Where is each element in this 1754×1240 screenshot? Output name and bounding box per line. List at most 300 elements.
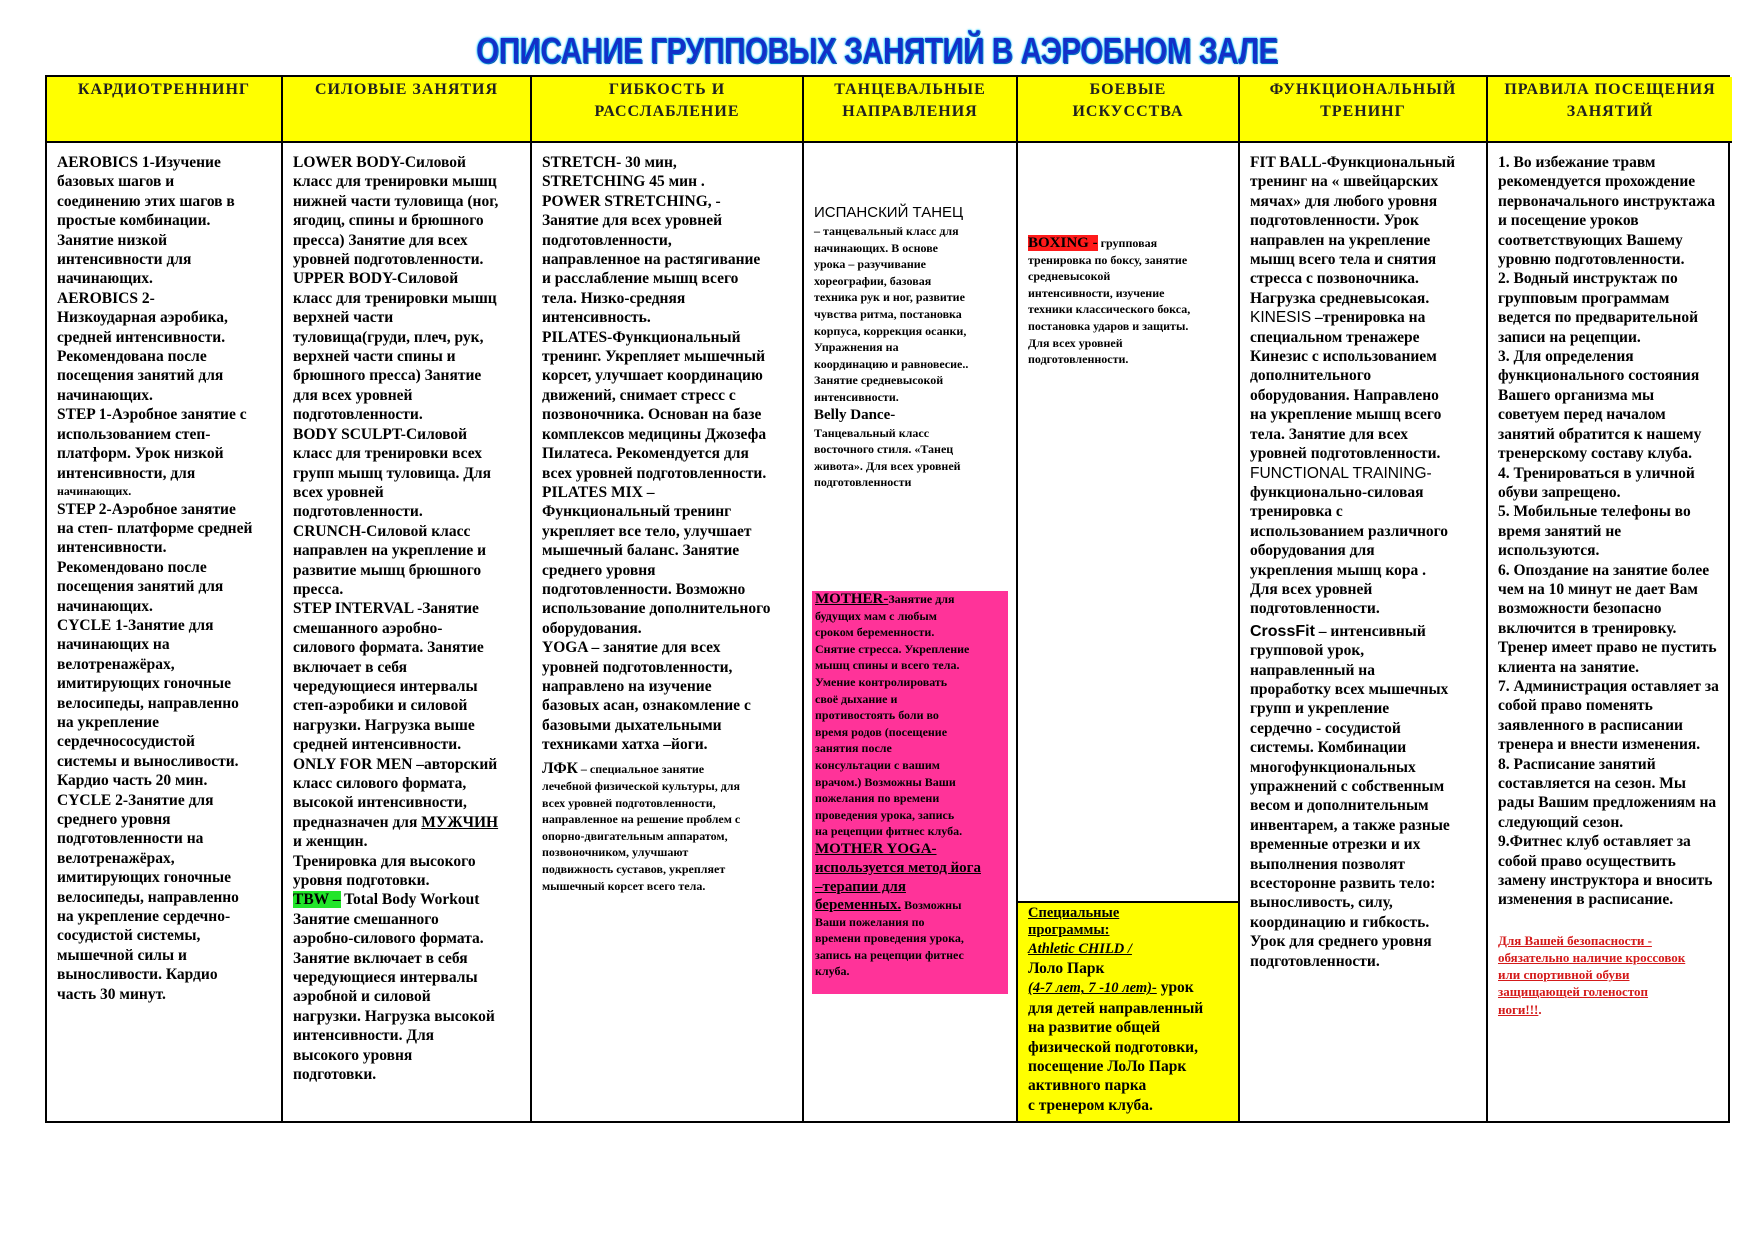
column-functional bbox=[1240, 77, 1488, 1121]
text-line: врачом.) Возможны Ваши bbox=[815, 774, 956, 789]
text-line: Снятие стресса. Укрепление bbox=[815, 641, 970, 656]
text-line: мышечный корсет всего тела. bbox=[542, 878, 706, 893]
crossfit-title: CrossFit bbox=[1250, 622, 1315, 640]
text-line: весом и дополнительным bbox=[1250, 797, 1429, 815]
text-line: чередующиеся интервалы bbox=[293, 969, 478, 987]
header-martial-arts bbox=[1018, 77, 1238, 143]
text-line: консультации с вашим bbox=[815, 757, 940, 772]
column-strength bbox=[283, 77, 532, 1121]
text-line: средней интенсивности. bbox=[293, 736, 462, 754]
text-line: CYCLE 1-Занятие для bbox=[57, 616, 214, 634]
header-rules bbox=[1488, 77, 1732, 143]
text-line: STEP 2-Аэробное занятие bbox=[57, 500, 236, 518]
header-line: ПРАВИЛА ПОСЕЩЕНИЯ bbox=[1504, 81, 1716, 98]
text-line: составляется на сезон. Мы bbox=[1498, 775, 1686, 792]
text-line: класс для тренировки всех bbox=[293, 445, 483, 463]
functional-training-title: FUNCTIONAL TRAINING- bbox=[1250, 464, 1432, 482]
text-line: YOGA – занятие для всех bbox=[542, 639, 721, 657]
text-line: подготовленности. Урок bbox=[1250, 212, 1419, 230]
text-line: Для Вашей безопасности - bbox=[1498, 932, 1652, 948]
text-line: или спортивной обуви bbox=[1498, 967, 1630, 983]
text-line: тренировка по боксу, занятие bbox=[1028, 252, 1188, 267]
boxing-tag: BOXING - bbox=[1028, 235, 1098, 251]
header-line: ЗАНЯТИЙ bbox=[1566, 103, 1654, 120]
text-line: туловища(груди, плеч, рук, bbox=[293, 328, 484, 346]
text-line: силового формата. Занятие bbox=[293, 639, 484, 657]
text-line: AEROBICS 2- bbox=[57, 289, 155, 307]
column-dance bbox=[804, 77, 1018, 1121]
header-line: ГИБКОСТЬ И bbox=[608, 81, 726, 98]
text-line: LOWER BODY-Силовой bbox=[293, 154, 466, 171]
text-line: групп и укрепление bbox=[1250, 700, 1390, 718]
text-line: PILATES MIX – bbox=[542, 483, 655, 501]
header-cardio bbox=[47, 77, 281, 143]
text-line: выносливость, силу, bbox=[1250, 894, 1393, 912]
text-line: подготовленности. Возможно bbox=[542, 580, 746, 598]
text-line: тренерскому составу клуба. bbox=[1498, 445, 1693, 463]
text-line: мышечной силы и bbox=[57, 946, 187, 964]
text-line: верхней части bbox=[293, 309, 394, 327]
text-line: групп мышц туловища. Для bbox=[293, 464, 491, 482]
spanish-title: ИСПАНСКИЙ ТАНЕЦ bbox=[814, 204, 964, 221]
text-line: тренера и внести изменения. bbox=[1498, 736, 1701, 754]
text-line: Нагрузка средневысокая. bbox=[1250, 289, 1430, 307]
schedule-table bbox=[45, 75, 1730, 1123]
text-line: на степ- платформе средней bbox=[57, 519, 253, 537]
text-line: брюшного пресса) Занятие bbox=[293, 367, 482, 385]
text-line: на укрепление мышц всего bbox=[1250, 406, 1442, 424]
text-line: урока – разучивание bbox=[814, 257, 926, 272]
text-line: Для всех уровней bbox=[1250, 580, 1373, 598]
text-line: тела. Занятие для всех bbox=[1250, 425, 1408, 443]
text-line: высокой интенсивности, bbox=[293, 794, 467, 812]
text-line: ведется по предварительной bbox=[1498, 309, 1699, 327]
text-line: направлен на укрепление и bbox=[293, 542, 487, 560]
lfk-title: ЛФК bbox=[542, 759, 578, 777]
text-line: временные отрезки и их bbox=[1250, 836, 1421, 854]
text-line: нагрузки. Нагрузка выше bbox=[293, 716, 475, 734]
text-line: для всех уровней bbox=[293, 386, 413, 404]
text-line: AEROBICS 1-Изучение bbox=[57, 154, 221, 171]
text-line: функционально-силовая bbox=[1250, 483, 1424, 501]
text-line: движений, снимает стресс с bbox=[542, 386, 736, 404]
text-line: направленный на bbox=[1250, 661, 1375, 679]
text-line: время занятий не bbox=[1498, 522, 1622, 540]
text-line: Занятие низкой bbox=[57, 231, 168, 249]
text-line: Рекомендована после bbox=[57, 348, 207, 366]
text-line: советуем перед началом bbox=[1498, 406, 1666, 424]
text-line: платформ. Урок низкой bbox=[57, 445, 224, 463]
text-line: BODY SCULPT-Силовой bbox=[293, 425, 468, 443]
header-strength bbox=[283, 77, 530, 143]
text-line: проведения урока, запись bbox=[815, 807, 955, 822]
text-line: подготовленности на bbox=[57, 830, 204, 848]
text-line: класс для тренировки мышц bbox=[293, 173, 497, 191]
text-line: сердечно - сосудистой bbox=[1250, 719, 1401, 737]
text-line: дополнительного bbox=[1250, 367, 1372, 385]
men-word: МУЖЧИН bbox=[421, 813, 499, 831]
text-line: корпуса, коррекция осанки, bbox=[814, 323, 967, 338]
text-line: смешанного аэробно- bbox=[293, 619, 443, 637]
header-line: КАРДИОТРЕННИНГ bbox=[77, 81, 251, 98]
text-line: аэробной и силовой bbox=[293, 988, 431, 1006]
text-line: собой право осуществить bbox=[1498, 852, 1676, 870]
belly-title: Belly Dance- bbox=[814, 406, 896, 423]
text-line: интенсивность. bbox=[542, 309, 651, 327]
text-line: заявленного в расписании bbox=[1498, 716, 1683, 734]
text-line: мышц спины и всего тела. bbox=[815, 658, 960, 673]
text-line: среднего уровня bbox=[57, 811, 171, 828]
text-line: укрепляет все тело, улучшает bbox=[542, 522, 752, 540]
text-line: имитирующих гоночные bbox=[57, 869, 231, 887]
text-line: STEP INTERVAL -Занятие bbox=[293, 600, 479, 618]
text-line: интенсивности. bbox=[814, 389, 899, 404]
text-line: оборудования для bbox=[1250, 542, 1375, 560]
text-line: простые комбинации. bbox=[57, 212, 211, 230]
text-line: Для всех уровней bbox=[1028, 335, 1123, 350]
text-line: время родов (посещение bbox=[815, 724, 948, 739]
header-flexibility bbox=[532, 77, 802, 143]
text-line: координацию и гибкость. bbox=[1250, 913, 1430, 931]
text-line: уровней подготовленности. bbox=[293, 251, 484, 269]
text-line: использование дополнительного bbox=[542, 600, 771, 618]
special-programs-text: Специальные программы: Athletic CHILD / Лоло Парк (4-7 лет, 7 -10 лет)- урок для детей направленный на развитие общей физической подготовки, посещение ЛоЛо Парк активного парка с тренером клуба. bbox=[1028, 905, 1230, 1115]
text-line: STRETCHING 45 мин . bbox=[542, 173, 705, 191]
flex-text bbox=[542, 153, 794, 894]
text-line: на рецепции фитнес клуба. bbox=[815, 824, 963, 839]
text-line: PILATES-Функциональный bbox=[542, 328, 741, 346]
text-line: на укрепление bbox=[57, 713, 159, 731]
text-line: на развитие общей bbox=[1028, 1019, 1161, 1037]
header-line: ТРЕНИНГ bbox=[1320, 103, 1406, 120]
text-line: направленное на решение проблем с bbox=[542, 812, 741, 827]
text-line: направлен на укрепление bbox=[1250, 231, 1431, 249]
text-line: подготовленности. bbox=[1250, 952, 1380, 970]
text-line: и женщин. bbox=[293, 833, 368, 851]
yoga-last-title: беременных. bbox=[815, 896, 902, 913]
header-line: ИСКУССТВА bbox=[1072, 103, 1184, 120]
text-line: Занятие смешанного bbox=[293, 910, 439, 928]
text-line: MOTHER YOGA- bbox=[815, 840, 937, 857]
text-line: корсет, улучшает координацию bbox=[542, 367, 763, 385]
mother-program-box bbox=[812, 591, 1008, 994]
text-line: Пилатеса. Рекомендуется для bbox=[542, 445, 749, 463]
text-line: 4. Тренироваться в уличной bbox=[1498, 464, 1695, 482]
text-line: начинающих. bbox=[57, 270, 153, 288]
text-line: записи на рецепции. bbox=[1498, 328, 1641, 346]
text-line: Танцевальный класс bbox=[814, 425, 930, 440]
text-line: Занятие для всех уровней bbox=[542, 212, 723, 230]
text-line: средней интенсивности. bbox=[57, 328, 226, 346]
text-line: Вашего организма мы bbox=[1498, 386, 1655, 404]
text-line: Тренировка для высокого bbox=[293, 852, 476, 870]
text-line: верхней части спины и bbox=[293, 348, 456, 366]
text-line: –терапии для bbox=[815, 878, 906, 895]
text-line: Функциональный тренинг bbox=[542, 503, 732, 521]
text-line: стресса с позвоночника. bbox=[1250, 270, 1419, 288]
cardio-text bbox=[57, 153, 273, 1004]
text-line: включает в себя bbox=[293, 658, 408, 676]
text-line: первоначального инструктажа bbox=[1498, 192, 1716, 210]
special-programs-box bbox=[1018, 901, 1238, 1121]
text-line: интенсивности. Для bbox=[293, 1027, 435, 1045]
text-line: и посещение уроков bbox=[1498, 212, 1639, 230]
text-line: ноги!!!. bbox=[1498, 1001, 1542, 1017]
text-line: возможности безопасно bbox=[1498, 600, 1662, 618]
text-line: программы: bbox=[1028, 922, 1110, 938]
text-line: всех уровней bbox=[293, 483, 384, 501]
column-rules bbox=[1488, 77, 1732, 1121]
athletic-child: Athletic CHILD / bbox=[1028, 941, 1132, 957]
text-line: пожелания по времени bbox=[815, 791, 940, 806]
lfk-first-line: ЛФК – специальное занятие bbox=[542, 759, 705, 777]
text-line: укрепления мышц кора . bbox=[1250, 561, 1426, 579]
text-line: техники классического бокса, bbox=[1028, 302, 1191, 317]
text-line: имитирующих гоночные bbox=[57, 675, 231, 693]
text-line: подготовленности. bbox=[293, 503, 423, 521]
text-line: лечебной физической культуры, для bbox=[542, 779, 741, 793]
text-line: интенсивности, для bbox=[57, 464, 196, 482]
text-line: рады Вашим предложениям на bbox=[1498, 794, 1717, 812]
text-line: начинающих. В основе bbox=[814, 240, 938, 255]
text-line: многофункциональных bbox=[1250, 758, 1416, 776]
text-line: CYCLE 2-Занятие для bbox=[57, 791, 214, 809]
text-line: интенсивности для bbox=[57, 251, 192, 269]
text-line: ягодиц, спины и брюшного bbox=[293, 212, 484, 230]
text-line: использованием степ- bbox=[57, 425, 211, 443]
tbw-tag: TBW – bbox=[293, 891, 341, 909]
column-cardio bbox=[47, 77, 283, 1121]
text-line: уровней подготовленности, bbox=[542, 658, 733, 676]
text-line: клиента на занятие. bbox=[1498, 658, 1639, 676]
text-line: тренинг на « швейцарских bbox=[1250, 173, 1439, 191]
text-line: – танцевальный класс для bbox=[814, 224, 959, 238]
text-line: инвентарем, а также разные bbox=[1250, 816, 1450, 834]
text-line: направленное на растягивание bbox=[542, 251, 761, 269]
text-line: соответствующих Вашему bbox=[1498, 231, 1683, 249]
text-line: замену инструктора и вносить bbox=[1498, 872, 1713, 890]
text-line: всесторонне развить тело: bbox=[1250, 875, 1436, 893]
text-line: уровня подготовки. bbox=[293, 872, 430, 890]
text-line: обязательно наличие кроссовок bbox=[1498, 950, 1686, 966]
text-line: Занятие средневысокой bbox=[814, 373, 944, 388]
text-line: постановка ударов и защиты. bbox=[1028, 318, 1189, 333]
text-line: сроком беременности. bbox=[815, 625, 935, 640]
text-line: защищающей голеностоп bbox=[1498, 984, 1649, 1000]
text-line: мячах» для любого уровня bbox=[1250, 192, 1438, 210]
text-line: развитие мышц брюшного bbox=[293, 561, 482, 579]
text-line: POWER STRETCHING, - bbox=[542, 192, 721, 210]
text-line: используются. bbox=[1498, 542, 1600, 560]
text-line: ONLY FOR MEN –авторский bbox=[293, 755, 498, 773]
text-line: CRUNCH-Силовой класс bbox=[293, 522, 471, 540]
text-line: оборудования. Направлено bbox=[1250, 386, 1439, 404]
text-line: Умение контролировать bbox=[815, 674, 948, 689]
text-line: FIT BALL-Функциональный bbox=[1250, 154, 1456, 171]
text-line: упражнений с собственным bbox=[1250, 778, 1445, 795]
text-line: функционального состояния bbox=[1498, 367, 1700, 385]
text-line: обуви запрещено. bbox=[1498, 483, 1621, 501]
text-line: всех уровней подготовленности. bbox=[542, 464, 767, 482]
text-line: базовыми дыхательными bbox=[542, 716, 722, 734]
kinesis-title: KINESIS bbox=[1250, 309, 1312, 327]
text-line: 6. Опоздание на занятие более bbox=[1498, 561, 1710, 579]
text-line: живота». Для всех уровней bbox=[814, 458, 961, 473]
text-line: Ваши пожелания по bbox=[815, 914, 925, 929]
text-line: техника рук и ног, развитие bbox=[814, 290, 965, 305]
cardio-small-line: начинающих. bbox=[57, 483, 132, 498]
header-line: ТАНЦЕВАЛЬНЫЕ bbox=[834, 81, 986, 98]
text-line: системы. Комбинации bbox=[1250, 739, 1407, 757]
text-line: специальном тренажере bbox=[1250, 328, 1420, 346]
text-line: начинающих на bbox=[57, 636, 170, 654]
text-line: 5. Мобильные телефоны во bbox=[1498, 503, 1691, 521]
text-line: занятия после bbox=[815, 741, 892, 756]
rules-text bbox=[1498, 153, 1724, 1018]
column-martial-arts bbox=[1018, 77, 1240, 1121]
text-line: комплексов медицины Джозефа bbox=[542, 425, 767, 443]
text-line: STEP 1-Аэробное занятие с bbox=[57, 406, 247, 424]
text-line: используется метод йога bbox=[815, 859, 981, 876]
text-line: велосипеды, направленно bbox=[57, 694, 239, 712]
text-line: соединению этих шагов в bbox=[57, 192, 235, 210]
text-line: восточного стиля. «Танец bbox=[814, 442, 954, 457]
text-line: собой право поменять bbox=[1498, 697, 1653, 715]
text-line: UPPER BODY-Силовой bbox=[293, 270, 459, 288]
text-line: занятий обратится к нашему bbox=[1498, 425, 1702, 443]
text-line: групповым программам bbox=[1498, 289, 1670, 307]
text-line: сосудистой системы, bbox=[57, 927, 201, 945]
text-line: подготовленности bbox=[814, 475, 912, 490]
text-line: групповой урок, bbox=[1250, 642, 1365, 660]
text-line: Упражнения на bbox=[814, 340, 899, 355]
text-line: подвижность суставов, укрепляет bbox=[542, 861, 726, 876]
text-line: класс для тренировки мышц bbox=[293, 289, 497, 307]
header-line: РАССЛАБЛЕНИЕ bbox=[594, 103, 740, 120]
text-line: проработку всех мышечных bbox=[1250, 680, 1449, 698]
header-line: ФУНКЦИОНАЛЬНЫЙ bbox=[1269, 81, 1457, 98]
text-line: противостоять боли во bbox=[815, 708, 939, 723]
text-line: Низкоударная аэробика, bbox=[57, 309, 228, 327]
text-line: своё дыхание и bbox=[815, 691, 898, 706]
men-line: предназначен для МУЖЧИН bbox=[293, 813, 499, 831]
text-line: интенсивности. bbox=[57, 539, 167, 557]
text-line: чередующиеся интервалы bbox=[293, 677, 478, 695]
text-line: запись на рецепции фитнес bbox=[815, 947, 964, 962]
text-line: посещение ЛоЛо Парк bbox=[1028, 1058, 1187, 1076]
header-line: СИЛОВЫЕ ЗАНЯТИЯ bbox=[314, 81, 499, 98]
text-line: 7. Администрация оставляет за bbox=[1498, 677, 1719, 695]
text-line: подготовленности. bbox=[1250, 600, 1380, 618]
text-line: Занятие включает в себя bbox=[293, 949, 468, 967]
text-line: Тренер имеет право не пустить bbox=[1498, 639, 1717, 657]
text-line: пресса. bbox=[293, 580, 344, 598]
text-line: 8. Расписание занятий bbox=[1498, 755, 1656, 773]
text-line: 2. Водный инструктаж по bbox=[1498, 270, 1678, 288]
text-line: Кинезис с использованием bbox=[1250, 348, 1437, 366]
text-line: направлено на изучение bbox=[542, 677, 712, 695]
text-line: уровню подготовленности. bbox=[1498, 251, 1685, 269]
text-line: будущих мам с любым bbox=[815, 608, 937, 623]
text-line: системы и выносливости. bbox=[57, 752, 239, 770]
text-line: выполнения позволят bbox=[1250, 855, 1405, 873]
text-line: класс силового формата, bbox=[293, 775, 467, 792]
text-line: посещения занятий для bbox=[57, 367, 224, 385]
tbw-line: TBW – Total Body Workout bbox=[293, 891, 480, 909]
header-functional bbox=[1240, 77, 1486, 143]
text-line: и расслабление мышц всего bbox=[542, 270, 739, 288]
text-line: клуба. bbox=[815, 964, 850, 979]
text-line: подготовки. bbox=[293, 1066, 377, 1084]
text-line: велотренажёрах, bbox=[57, 849, 175, 867]
text-line: хореографии, базовая bbox=[814, 273, 932, 288]
mother-title: MOTHER- bbox=[815, 591, 889, 607]
text-line: Специальные bbox=[1028, 905, 1120, 921]
text-line: средневысокой bbox=[1028, 269, 1111, 284]
text-line: начинающих. bbox=[57, 386, 153, 404]
age-range: (4-7 лет, 7 -10 лет)- bbox=[1028, 980, 1157, 997]
text-line: для детей направленный bbox=[1028, 999, 1204, 1017]
text-line: рекомендуется прохождение bbox=[1498, 173, 1696, 191]
page-title: ОПИСАНИЕ ГРУППОВЫХ ЗАНЯТИЙ В АЭРОБНОМ ЗАЛЕ bbox=[476, 30, 1278, 71]
text-line: тренировка с bbox=[1250, 503, 1343, 521]
text-line: уровней подготовленности. bbox=[1250, 445, 1441, 463]
text-line: чувства ритма, постановка bbox=[814, 306, 962, 321]
text-line: велотренажёрах, bbox=[57, 655, 175, 673]
safety-note bbox=[1498, 932, 1724, 1018]
text-line: мышц всего тела и снятия bbox=[1250, 251, 1437, 269]
text-line: велосипеды, направленно bbox=[57, 888, 239, 906]
text-line: использованием различного bbox=[1250, 522, 1449, 540]
text-line: активного парка bbox=[1028, 1077, 1147, 1095]
header-line: БОЕВЫЕ bbox=[1089, 81, 1167, 98]
text-line: позвоночника. Основан на базе bbox=[542, 406, 762, 424]
text-line: Урок для среднего уровня bbox=[1250, 933, 1432, 951]
text-line: Рекомендовано после bbox=[57, 558, 207, 576]
text-line: среднего уровня bbox=[542, 561, 656, 579]
text-line: позвоночником, улучшают bbox=[542, 845, 689, 860]
text-line: на укрепление сердечно- bbox=[57, 908, 231, 926]
text-line: всех уровней подготовленности, bbox=[542, 795, 716, 810]
text-line: времени проведения урока, bbox=[815, 931, 964, 946]
header-dance bbox=[804, 77, 1016, 143]
text-line: чем на 10 минут не дает Вам bbox=[1498, 580, 1698, 598]
mother-text: MOTHER-Занятие для будущих мам с любым сроком беременности. Снятие стресса. Укрепление мышц спины и всего тела. Умение контролировать своё дыхание и противостоять боли во время родов (посещение занятия после консультации с вашим врачом.) Возможны Ваши пожелания по времени проведения урока, запись на рецепции фитнес клуба. MOTHER YOGA- используется метод йога –терапии для беременных. Возможны Ваши пожелания по времени проведения урока, запись на рецепции фитнес клуба. bbox=[815, 591, 1005, 980]
text-line: изменения в расписание. bbox=[1498, 891, 1674, 909]
lolo-park: Лоло Парк bbox=[1028, 960, 1105, 977]
text-line: сердечнососудистой bbox=[57, 733, 195, 751]
text-line: степ-аэробики и силовой bbox=[293, 697, 468, 715]
text-line: пресса) Занятие для всех bbox=[293, 231, 468, 249]
text-line: подготовленности, bbox=[542, 231, 672, 249]
text-line: интенсивности, изучение bbox=[1028, 285, 1165, 300]
text-line: часть 30 минут. bbox=[57, 985, 166, 1003]
text-line: базовых асан, ознакомление с bbox=[542, 697, 751, 715]
text-line: с тренером клуба. bbox=[1028, 1096, 1153, 1114]
text-line: нагрузки. Нагрузка высокой bbox=[293, 1007, 495, 1025]
text-line: базовых шагов и bbox=[57, 173, 175, 191]
column-flexibility bbox=[532, 77, 804, 1121]
text-line: 1. Во избежание травм bbox=[1498, 154, 1656, 171]
text-line: высокого уровня bbox=[293, 1046, 413, 1064]
text-line: опорно-двигательным аппаратом, bbox=[542, 828, 728, 843]
text-line: выносливости. Кардио bbox=[57, 966, 218, 984]
text-line: нижней части туловища (ног, bbox=[293, 192, 499, 210]
text-line: Кардио часть 20 мин. bbox=[57, 772, 208, 790]
text-line: физической подготовки, bbox=[1028, 1038, 1198, 1056]
text-line: STRETCH- 30 мин, bbox=[542, 154, 677, 171]
text-line: подготовленности. bbox=[293, 406, 423, 424]
